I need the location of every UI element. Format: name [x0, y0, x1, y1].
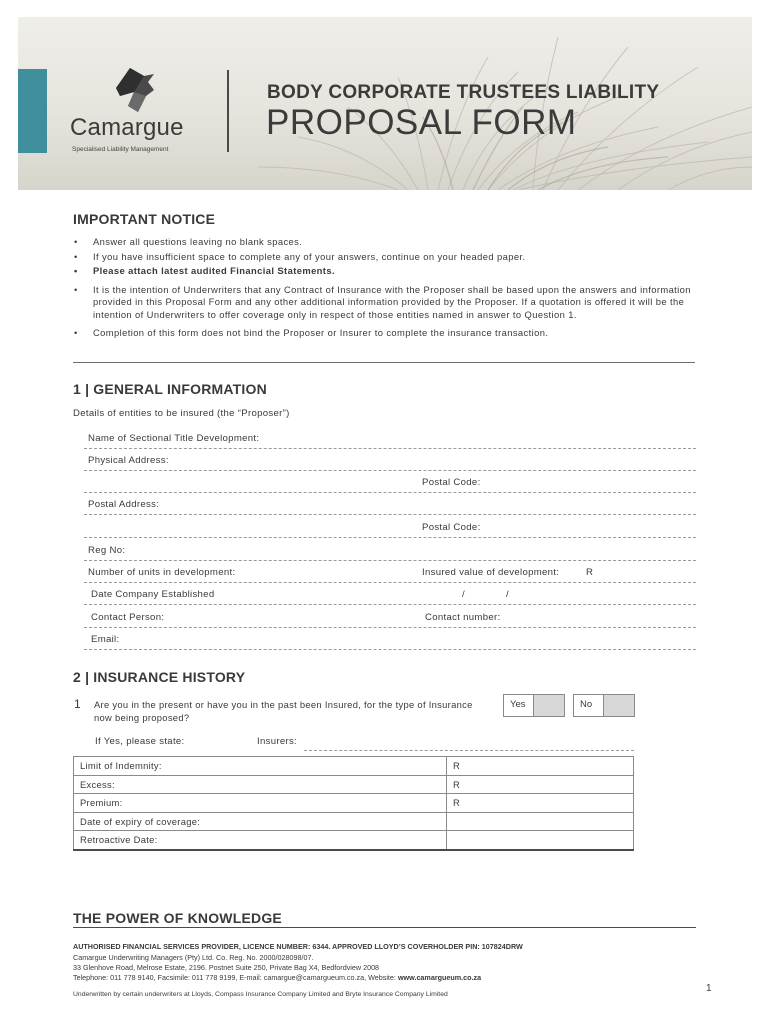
- notice-item: • Answer all questions leaving no blank spaces.: [73, 236, 693, 249]
- brand-name: Camargue: [70, 114, 184, 141]
- notice-item: • Please attach latest audited Financial Statements.: [73, 265, 693, 278]
- contact-person-label: Contact Person:: [91, 612, 165, 623]
- table-row: [74, 775, 634, 794]
- company-address: 33 Glenhove Road, Melrose Estate, 2196. Postnet Suite 250, Private Bag X4, Bedfordview 2008: [73, 963, 380, 972]
- underwritten-by: Underwritten by certain underwriters at Lloyds, Compass Insurance Company Limited and Bryte Insurance Company Limited: [73, 991, 448, 998]
- yes-checkbox[interactable]: [503, 694, 565, 717]
- units-label: Number of units in development:: [88, 567, 236, 578]
- postal-address-label: Postal Address:: [88, 499, 160, 510]
- question-number: 1: [74, 697, 81, 711]
- table-row: [74, 757, 634, 776]
- footer-heading: THE POWER OF KNOWLEDGE: [73, 910, 282, 926]
- row-label: Date of expiry of coverage:: [74, 812, 447, 831]
- horse-head-icon: [110, 66, 166, 116]
- reg-no-label: Reg No:: [88, 545, 126, 556]
- notice-item: • Completion of this form does not bind the Proposer or Insurer to complete the insurance transaction.: [73, 327, 693, 340]
- camargue-logo: [70, 66, 210, 156]
- row-label: Limit of Indemnity:: [74, 757, 447, 776]
- insured-value-label: Insured value of development:: [422, 567, 560, 578]
- date-separator: /: [462, 589, 465, 600]
- table-row: [74, 831, 634, 850]
- date-established-label: Date Company Established: [91, 589, 215, 600]
- physical-postal-code-field[interactable]: [84, 492, 696, 493]
- notice-heading: IMPORTANT NOTICE: [73, 211, 216, 227]
- no-checkbox[interactable]: [573, 694, 635, 717]
- section-divider: [73, 362, 695, 363]
- fsp-licence: AUTHORISED FINANCIAL SERVICES PROVIDER, LICENCE NUMBER: 6344. APPROVED LLOYD’S COVERHOLDER PIN: 107824DRW: [73, 942, 523, 951]
- insured-value-currency: R: [586, 567, 594, 578]
- row-label: Excess:: [74, 775, 447, 794]
- date-separator: /: [506, 589, 509, 600]
- limit-of-indemnity-field[interactable]: R: [447, 757, 634, 776]
- notice-list: [73, 236, 693, 342]
- yes-check-area[interactable]: [533, 695, 564, 716]
- no-check-area[interactable]: [603, 695, 634, 716]
- email-field[interactable]: [84, 649, 696, 650]
- contact-number-label: Contact number:: [425, 612, 501, 623]
- accent-bar: [18, 69, 47, 153]
- reg-no-field[interactable]: [84, 560, 696, 561]
- postal-address-field[interactable]: [84, 514, 696, 515]
- physical-address-label: Physical Address:: [88, 455, 169, 466]
- row-label: Retroactive Date:: [74, 831, 447, 850]
- premium-field[interactable]: R: [447, 794, 634, 813]
- contact-details: [73, 973, 481, 983]
- question-text: Are you in the present or have you in the past been Insured, for the type of Insurance now being proposed?: [94, 699, 473, 723]
- page-number: 1: [706, 983, 712, 994]
- notice-item: • It is the intention of Underwriters that any Contract of Insurance with the Proposer shall be based upon the answers and information provided in this Proposal Form and any other additional information provided by the Proposer. If a quotation is offered it will be the intention of Underwriters to offer coverage only in respect of those entities named in answer to Question 1.: [73, 284, 693, 322]
- company-registration: Camargue Underwriting Managers (Pty) Ltd. Co. Reg. No. 2000/028098/07.: [73, 953, 314, 962]
- if-yes-label: If Yes, please state:: [95, 736, 185, 747]
- history-table: [73, 756, 634, 851]
- website-link[interactable]: www.camargueum.co.za: [397, 973, 482, 982]
- no-label: No: [580, 699, 593, 710]
- development-name-label: Name of Sectional Title Development:: [88, 433, 260, 444]
- postal-code-label: Postal Code:: [422, 522, 481, 533]
- retroactive-date-field[interactable]: [447, 831, 634, 850]
- table-row: [74, 812, 634, 831]
- contact-field[interactable]: [84, 627, 696, 628]
- insurers-field[interactable]: [304, 750, 634, 751]
- postal-postal-code-field[interactable]: [84, 537, 696, 538]
- general-subheading: Details of entities to be insured (the “Proposer”): [73, 408, 290, 419]
- insurers-label: Insurers:: [257, 736, 298, 747]
- development-name-field[interactable]: [84, 448, 696, 449]
- form-title-line1: BODY CORPORATE TRUSTEES LIABILITY: [267, 82, 660, 103]
- table-row: [74, 794, 634, 813]
- physical-address-field[interactable]: [84, 470, 696, 471]
- header-divider: [227, 70, 229, 152]
- brand-tagline: Specialised Liability Management: [72, 146, 169, 153]
- units-and-value-field[interactable]: [84, 582, 696, 583]
- date-established-field[interactable]: [84, 604, 696, 605]
- form-title-line2: PROPOSAL FORM: [266, 103, 577, 142]
- email-label: Email:: [91, 634, 120, 645]
- history-heading: 2 | INSURANCE HISTORY: [73, 669, 246, 685]
- contact-text: Telephone: 011 778 9140, Facsimile: 011 778 9199, E-mail: camargue@camargueum.co.za, Website:: [73, 973, 398, 982]
- row-label: Premium:: [74, 794, 447, 813]
- expiry-date-field[interactable]: [447, 812, 634, 831]
- general-heading: 1 | GENERAL INFORMATION: [73, 381, 267, 397]
- yes-label: Yes: [510, 699, 526, 710]
- notice-item: • If you have insufficient space to complete any of your answers, continue on your headed paper.: [73, 251, 693, 264]
- footer-divider: [73, 927, 696, 928]
- postal-code-label: Postal Code:: [422, 477, 481, 488]
- excess-field[interactable]: R: [447, 775, 634, 794]
